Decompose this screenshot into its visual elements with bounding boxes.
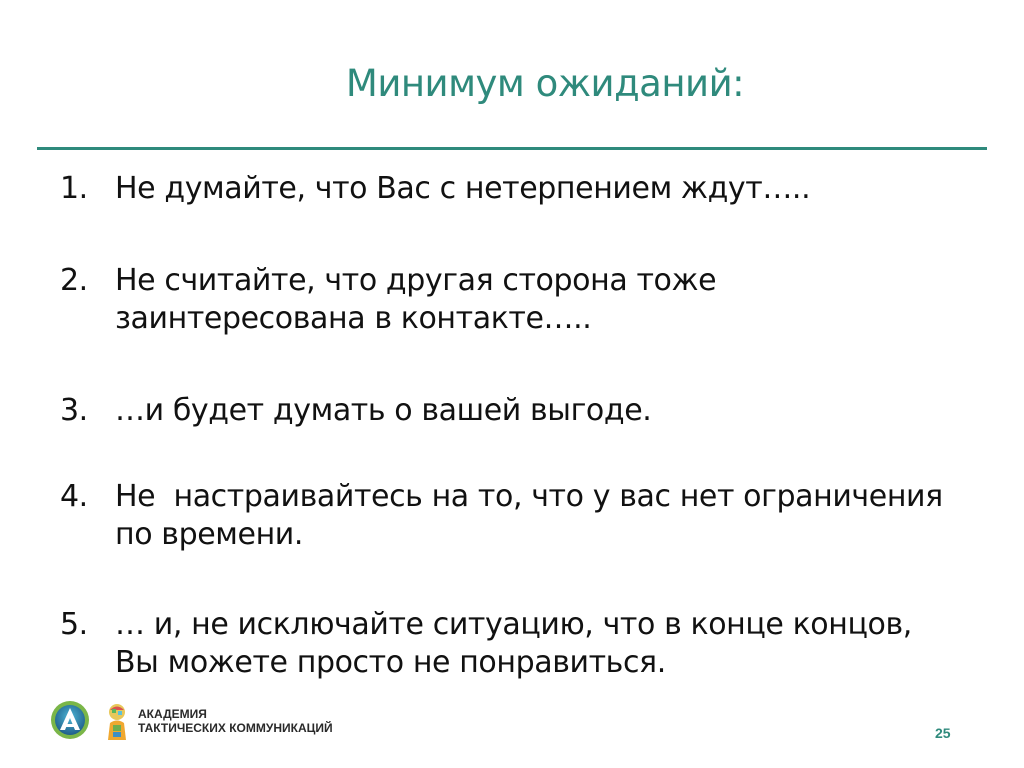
- list-item-text: Не настраивайтесь на то, что у вас нет ограничения по времени.: [115, 479, 943, 552]
- list-item-text: Не считайте, что другая сторона тоже заинтересована в контакте…..: [115, 263, 717, 336]
- academy-logo-icon: [50, 700, 90, 740]
- list-item-text: …и будет думать о вашей выгоде.: [115, 393, 652, 428]
- title-divider: [37, 147, 987, 150]
- brand-name: [138, 707, 333, 735]
- list-item-number: 5.: [60, 607, 88, 642]
- brand-line-1: АКАДЕМИЯ: [138, 707, 207, 721]
- brand-line-2: ТАКТИЧЕСКИХ КОММУНИКАЦИЙ: [138, 721, 333, 735]
- list-item-number: 4.: [60, 479, 88, 514]
- list-item-text: Не думайте, что Вас с нетерпением ждут…..: [115, 171, 811, 206]
- list-item-number: 2.: [60, 263, 88, 298]
- page-number: 25: [935, 725, 951, 741]
- list-item-number: 3.: [60, 393, 88, 428]
- brain-figure-icon: [104, 703, 130, 741]
- list-item-number: 1.: [60, 171, 88, 206]
- slide-title: Минимум ожиданий:: [345, 62, 745, 105]
- list-item-text: … и, не исключайте ситуацию, что в конце концов, Вы можете просто не понравиться.: [115, 607, 912, 680]
